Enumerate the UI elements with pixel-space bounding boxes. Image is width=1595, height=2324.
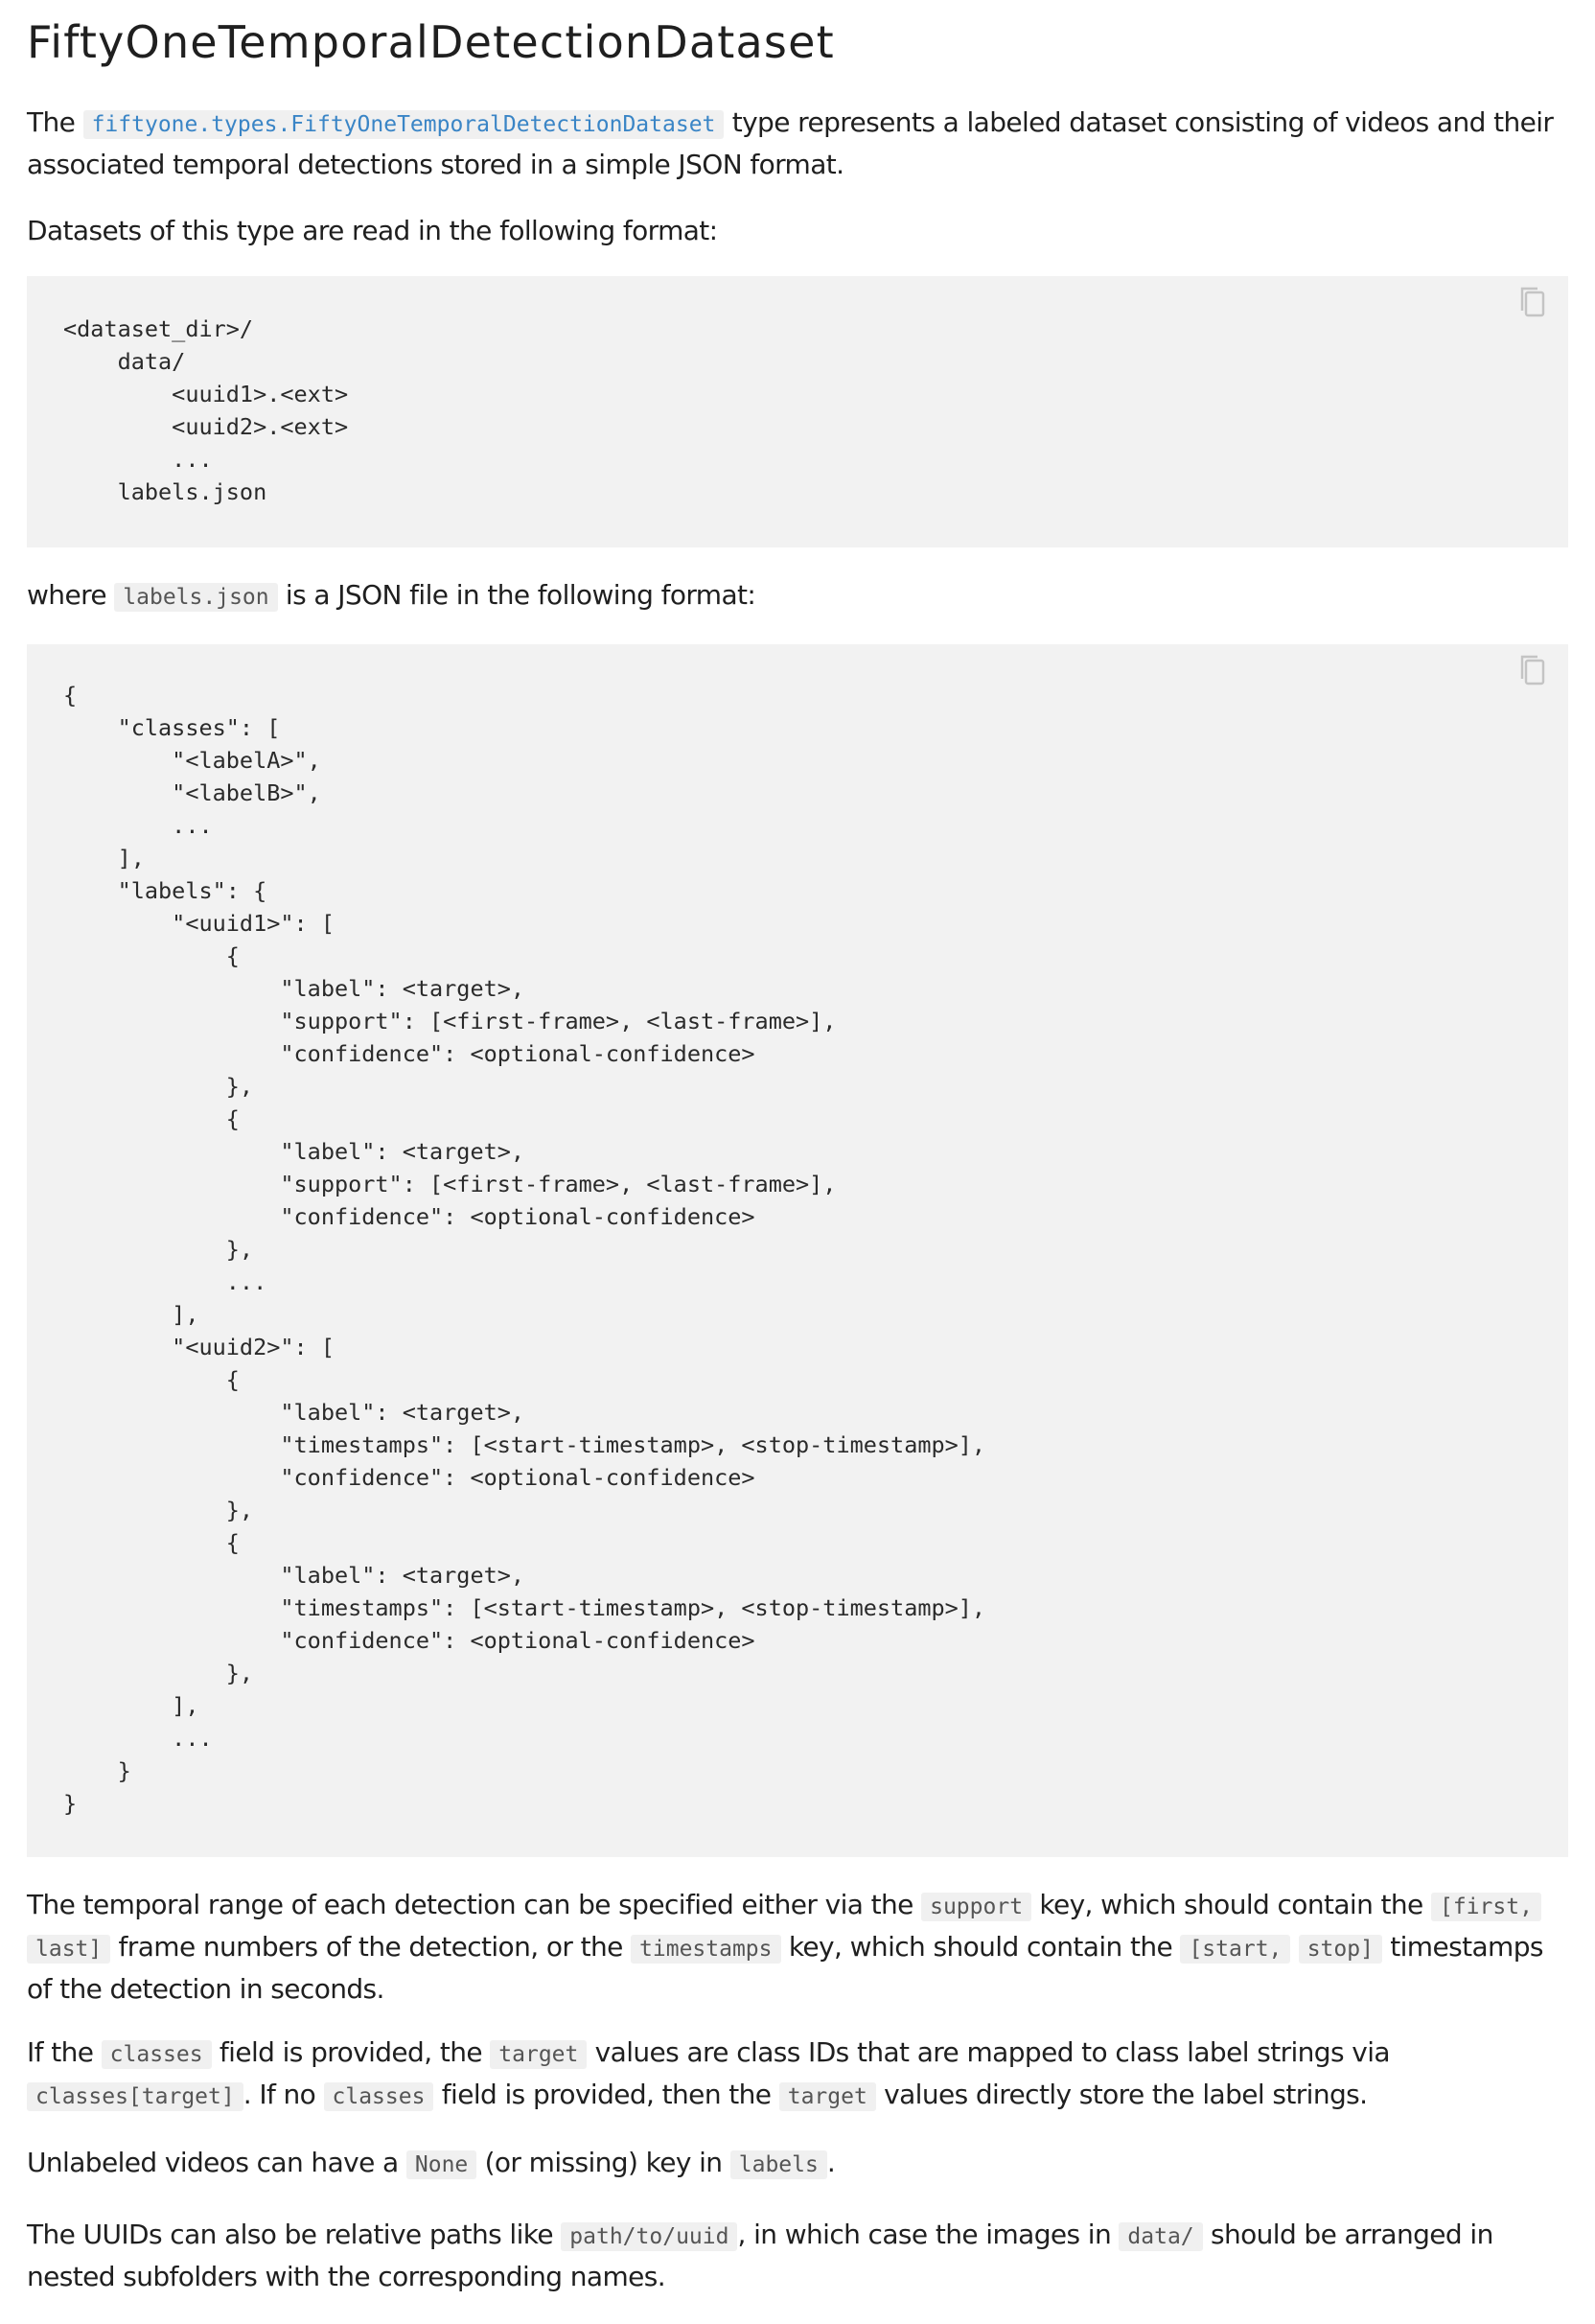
target-code: target [490, 2040, 587, 2069]
code-block-directory [27, 276, 1568, 547]
format-intro-paragraph: Datasets of this type are read in the following format: [27, 215, 718, 246]
page-title: FiftyOneTemporalDetectionDataset [27, 16, 835, 68]
code-json-text: { "classes": [ "<labelA>", "<labelB>", ... ], "labels": { "<uuid1>": [ { "label": <target>, "support": [<first-frame>, <last-frame>], "confidence": <optional-confidence> }, { "label": <target>, "support": [<first-frame>, <last-frame>], "confidence": <optional-confidence> }, ... ], "<uuid2>": [ { "label": <target>, "timestamps": [<start-timestamp>, <stop-timestamp>], "confidence": <optional-confidence> }, { "label": <target>, "timestamps": [<start-timestamp>, <stop-timestamp>], "confidence": <optional-confidence> }, ], ... } } [63, 682, 986, 1817]
uuids-paragraph [27, 2215, 1570, 2297]
start-code: [start, [1180, 1935, 1290, 1964]
last-code: last] [27, 1935, 110, 1964]
labels-json-code: labels.json [114, 583, 277, 612]
intro-text-post: type represents a labeled dataset consisting of videos and their associated temporal detections stored in a simple JSON format. [27, 106, 1554, 180]
intro-text-pre: The [27, 106, 83, 138]
support-code: support [921, 1893, 1031, 1921]
where-text-pre: where [27, 579, 115, 611]
data-dir-code: data/ [1119, 2222, 1202, 2251]
target-code: target [779, 2082, 876, 2111]
classes-text-3: values are class IDs that are mapped to class label strings via [587, 2036, 1390, 2068]
classes-text-2: field is provided, the [211, 2036, 491, 2068]
temporal-text-4: key, which should contain the [780, 1931, 1181, 1963]
none-code: None [406, 2150, 476, 2179]
type-link[interactable]: fiftyone.types.FiftyOneTemporalDetectionDataset [83, 110, 725, 139]
uuids-text-2: , in which case the images in [737, 2219, 1120, 2250]
temporal-text-3: frame numbers of the detection, or the [110, 1931, 632, 1963]
intro-paragraph [27, 103, 1570, 185]
classes-text-5: field is provided, then the [433, 2079, 779, 2110]
classes-paragraph [27, 2033, 1570, 2117]
unlabeled-text-2: (or missing) key in [476, 2147, 730, 2178]
temporal-text-5: timestamps of the detection in seconds. [27, 1931, 1543, 2005]
uuids-text-1: The UUIDs can also be relative paths like [27, 2219, 562, 2250]
classes-text-4: . If no [243, 2079, 324, 2110]
unlabeled-text-3: . [826, 2147, 836, 2178]
classes-text-1: If the [27, 2036, 102, 2068]
unlabeled-paragraph [27, 2143, 1570, 2185]
classes-code: classes [102, 2040, 212, 2069]
uuids-text-3: should be arranged in nested subfolders with the corresponding names. [27, 2219, 1493, 2292]
timestamps-code: timestamps [631, 1935, 780, 1964]
classes-text-6: values directly store the label strings. [875, 2079, 1368, 2110]
classes-code: classes [324, 2082, 434, 2111]
where-paragraph [27, 575, 1570, 617]
stop-code: stop] [1299, 1935, 1382, 1964]
classes-target-code: classes[target] [27, 2082, 243, 2111]
unlabeled-text-1: Unlabeled videos can have a [27, 2147, 406, 2178]
temporal-text-2: key, which should contain the [1031, 1889, 1431, 1920]
path-to-uuid-code: path/to/uuid [561, 2222, 737, 2251]
copy-icon[interactable] [1516, 652, 1549, 690]
temporal-range-paragraph [27, 1885, 1570, 2010]
where-text-post: is a JSON file in the following format: [277, 579, 756, 611]
code-directory-text: <dataset_dir>/ data/ <uuid1>.<ext> <uuid2>.<ext> ... labels.json [63, 315, 349, 505]
temporal-text-1: The temporal range of each detection can be specified either via the [27, 1889, 922, 1920]
copy-icon[interactable] [1516, 284, 1549, 322]
code-block-json [27, 644, 1568, 1857]
labels-code: labels [730, 2150, 827, 2179]
first-code: [first, [1431, 1893, 1541, 1921]
